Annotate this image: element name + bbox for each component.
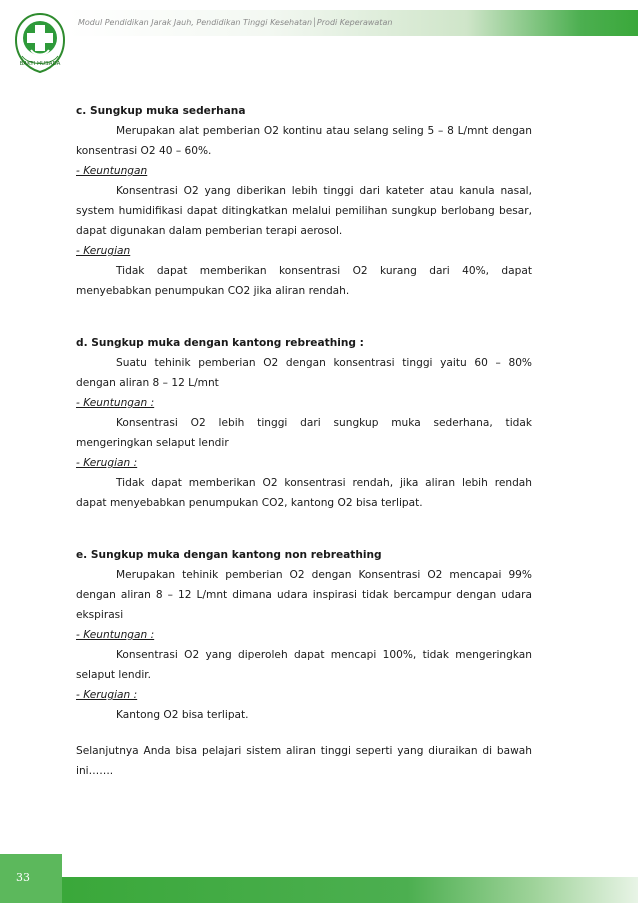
page-number: 33 [16, 871, 30, 884]
section-e-intro: Merupakan tehinik pemberian O2 dengan Konsentrasi O2 mencapai 99% dengan aliran 8 – 12 L/mnt dimana udara inspirasi tidak bercampur dengan udara ekspirasi [76, 569, 532, 621]
section-e-disadvantages-label: - Kerugian : [76, 689, 138, 701]
section-c-disadvantages-text: Tidak dapat memberikan konsentrasi O2 kurang dari 40%, dapat menyebabkan penumpukan CO2 jika aliran rendah. [76, 265, 532, 297]
section-e-advantages-label: - Keuntungan : [76, 629, 155, 641]
section-d-advantages-text: Konsentrasi O2 lebih tinggi dari sungkup muka sederhana, tidak mengeringkan selaput lendir [76, 417, 532, 449]
section-e-disadvantages-text: Kantong O2 bisa terlipat. [116, 709, 249, 721]
section-d-disadvantages-label: - Kerugian : [76, 457, 138, 469]
bakti-husada-logo [13, 10, 67, 76]
header-title: Modul Pendidikan Jarak Jauh, Pendidikan Tinggi Kesehatan│Prodi Keperawatan [78, 18, 393, 27]
logo-text: BAKTI HUSADA [19, 61, 61, 67]
section-d-intro: Suatu tehinik pemberian O2 dengan konsentrasi tinggi yaitu 60 – 80% dengan aliran 8 – 12 L/mnt [76, 357, 532, 389]
section-c-advantages-label: - Keuntungan [76, 165, 148, 177]
document-body [76, 101, 532, 781]
section-c-intro: Merupakan alat pemberian O2 kontinu atau selang seling 5 – 8 L/mnt dengan konsentrasi O2 40 – 60%. [76, 125, 532, 157]
section-d-heading: d. Sungkup muka dengan kantong rebreathing : [76, 337, 364, 349]
footer-bar [62, 877, 638, 903]
section-e-advantages-text: Konsentrasi O2 yang diperoleh dapat mencapi 100%, tidak mengeringkan selaput lendir. [76, 649, 532, 681]
section-e-heading: e. Sungkup muka dengan kantong non rebreathing [76, 549, 382, 561]
section-c-disadvantages-label: - Kerugian [76, 245, 131, 257]
closing-paragraph: Selanjutnya Anda bisa pelajari sistem aliran tinggi seperti yang diuraikan di bawah ini……. [76, 745, 532, 777]
section-c-heading: c. Sungkup muka sederhana [76, 105, 246, 117]
section-c-advantages-text: Konsentrasi O2 yang diberikan lebih tinggi dari kateter atau kanula nasal, system humidifikasi dapat ditingkatkan melalui pemilihan sungkup berlobang besar, dapat digunakan dalam pemberian terapi aerosol. [76, 185, 532, 237]
footer-page-badge [0, 854, 62, 903]
section-d-advantages-label: - Keuntungan : [76, 397, 155, 409]
section-d-disadvantages-text: Tidak dapat memberikan O2 konsentrasi rendah, jika aliran lebih rendah dapat menyebabkan penumpukan CO2, kantong O2 bisa terlipat. [76, 477, 532, 509]
